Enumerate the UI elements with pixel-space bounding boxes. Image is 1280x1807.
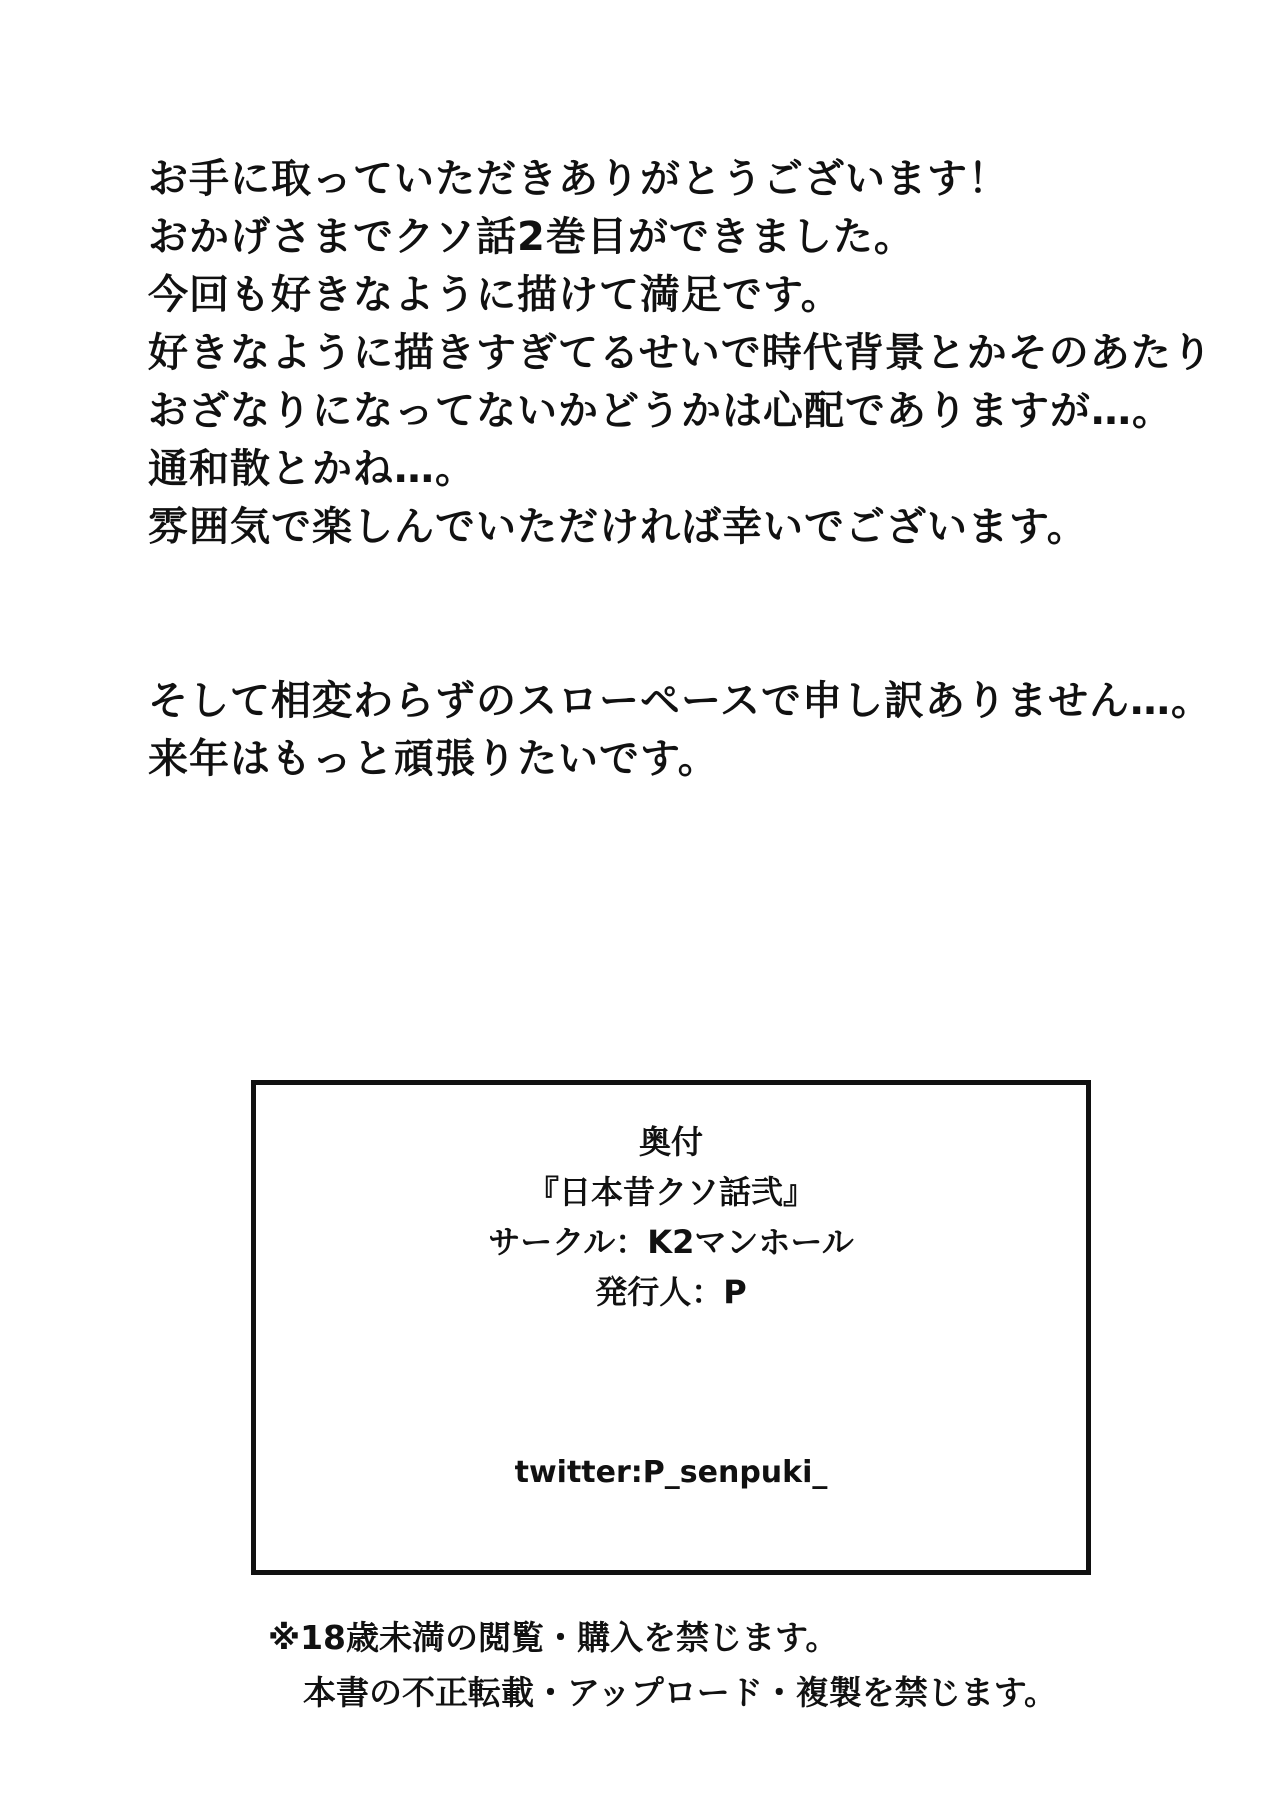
colophon-publisher: 発行人：P xyxy=(595,1273,747,1311)
afterword-line: 通和散とかね…。 xyxy=(148,446,476,492)
copyright-notice: 本書の不正転載・アップロード・複製を禁じます。 xyxy=(303,1673,1058,1712)
colophon-heading: 奥付 xyxy=(638,1123,703,1161)
afterword-line: お手に取っていただきありがとうございます！ xyxy=(148,156,1009,202)
colophon-twitter: twitter:P_senpuki_ xyxy=(514,1455,828,1490)
afterword-line: 雰囲気で楽しんでいただければ幸いでございます。 xyxy=(148,504,1088,550)
legal-notice xyxy=(268,1610,1057,1720)
afterword-line: 今回も好きなように描けて満足です。 xyxy=(148,272,842,318)
paragraph-gap xyxy=(148,556,1148,672)
afterword-line: おかげさまでクソ話2巻目ができました。 xyxy=(148,214,915,260)
afterword-line: 好きなように描きすぎてるせいで時代背景とかそのあたり xyxy=(148,330,1213,376)
colophon-box xyxy=(251,1080,1091,1575)
afterword-closing-line: 来年はもっと頑張りたいです。 xyxy=(148,736,719,782)
afterword-closing-line: そして相変わらずのスローペースで申し訳ありません…。 xyxy=(148,678,1212,724)
colophon-title: 『日本昔クソ話弐』 xyxy=(526,1173,815,1211)
colophon-lines xyxy=(256,1117,1086,1317)
afterword-text xyxy=(148,150,1213,788)
colophon-circle: サークル：K2マンホール xyxy=(488,1223,854,1261)
afterword-line: おざなりになってないかどうかは心配でありますが…。 xyxy=(148,388,1173,434)
age-restriction-notice: ※18歳未満の閲覧・購入を禁じます。 xyxy=(268,1618,839,1657)
